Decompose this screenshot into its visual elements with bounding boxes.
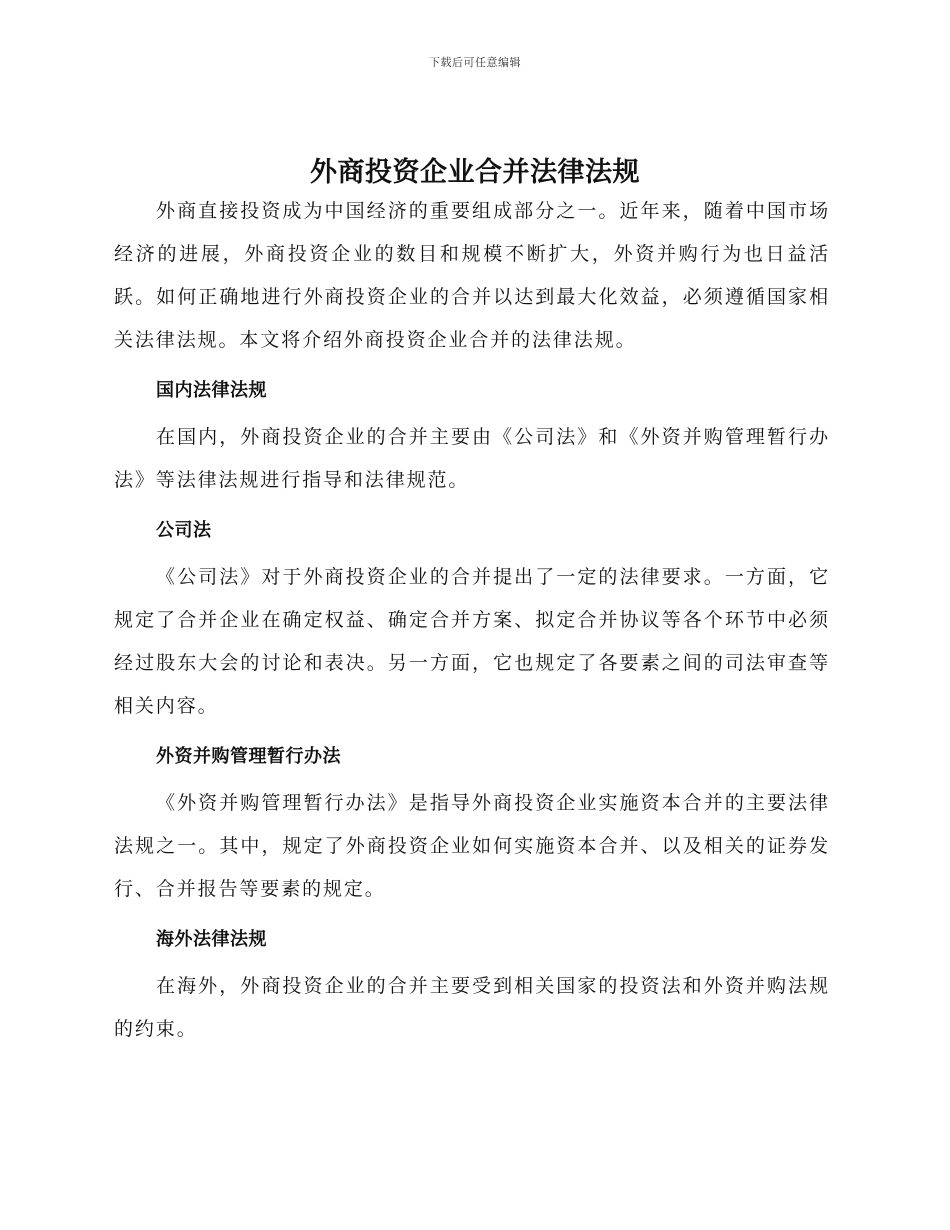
page-title: 外商投资企业合并法律法规	[310, 157, 640, 188]
document-body	[114, 190, 830, 1051]
section-paragraph-ma-measures: 《外资并购管理暂行办法》是指导外商投资企业实施资本合并的主要法律法规之一。其中，规定了外商投资企业如何实施资本合并、以及相关的证券发行、合并报告等要素的规定。	[114, 792, 830, 900]
section-paragraph-domestic-law: 在国内，外商投资企业的合并主要由《公司法》和《外资并购管理暂行办法》等法律法规进行指导和法律规范。	[114, 426, 830, 491]
section-heading-company-law: 公司法	[156, 520, 212, 541]
intro-paragraph: 外商直接投资成为中国经济的重要组成部分之一。近年来，随着中国市场经济的进展，外商投资企业的数目和规模不断扩大，外资并购行为也日益活跃。如何正确地进行外商投资企业的合并以达到最大化效益，必须遵循国家相关法律法规。本文将介绍外商投资企业合并的法律法规。	[114, 200, 830, 351]
header-note: 下载后可任意编辑	[429, 56, 521, 69]
section-heading-overseas-law: 海外法律法规	[156, 929, 267, 950]
section-paragraph-company-law: 《公司法》对于外商投资企业的合并提出了一定的法律要求。一方面，它规定了合并企业在确定权益、确定合并方案、拟定合并协议等各个环节中必须经过股东大会的讨论和表决。另一方面，它也规定了各要素之间的司法审查等相关内容。	[114, 566, 830, 717]
section-paragraph-overseas-law: 在海外，外商投资企业的合并主要受到相关国家的投资法和外资并购法规的约束。	[114, 975, 830, 1040]
section-heading-domestic-law: 国内法律法规	[156, 380, 267, 401]
section-heading-ma-measures: 外资并购管理暂行办法	[156, 746, 341, 767]
